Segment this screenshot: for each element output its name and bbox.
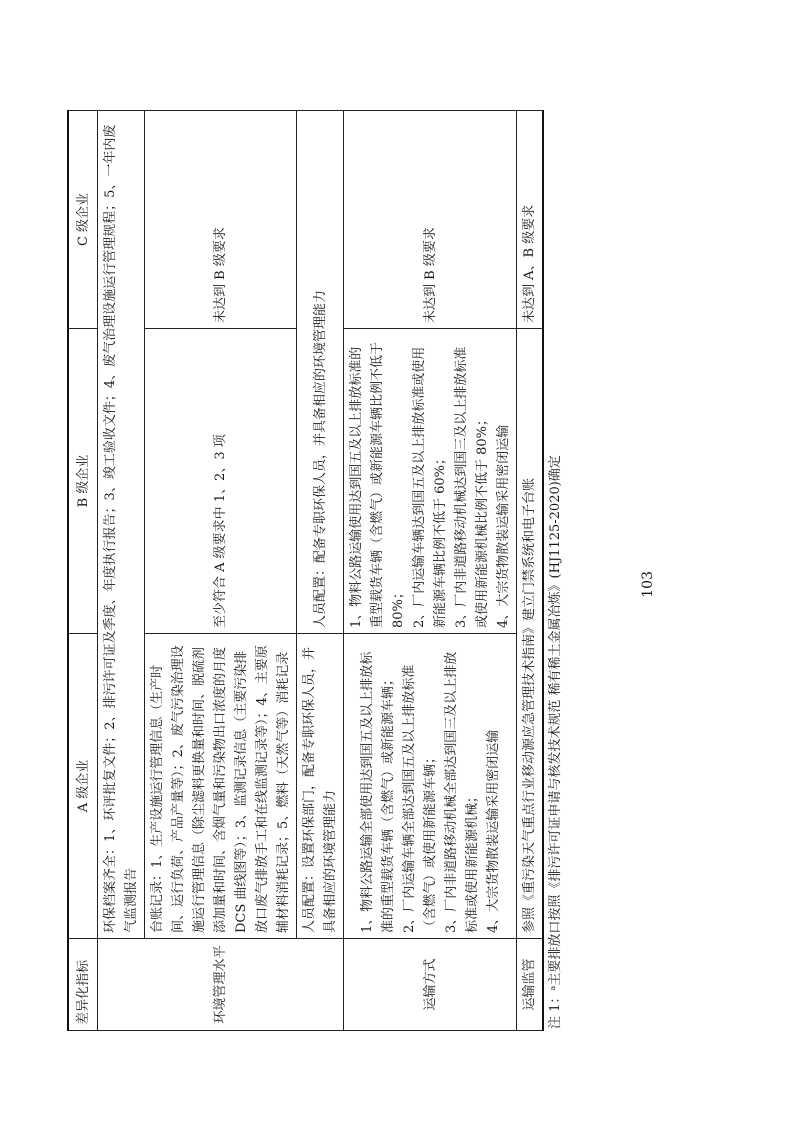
env-staff-level-a: 人员配置：设置环保部门，配备专职环保人员，并具备相应的环境管理能力	[297, 634, 344, 939]
header-indicator: 差异化指标	[68, 939, 98, 1031]
transport-level-a: 1、物料公路运输全部使用达到国五及以上排放标准的重型载货车辆（含燃气）或新能源车辆； 2、厂内运输车辆全部达到国五及以上排放标准（含燃气）或使用新能源车辆； 3、厂内非道路移动机械全部达到国三及以上排放标准或使用新能源机械； 4、大宗货物散装运输采用密闭运输	[344, 634, 517, 939]
indicator-transport-mode: 运输方式	[344, 939, 517, 1031]
indicator-transport-supervision: 运输监管	[517, 939, 544, 1031]
table-row	[145, 111, 297, 1031]
rotated-page-content	[67, 111, 563, 1031]
header-level-b: B 级企业	[68, 329, 98, 634]
table-row	[344, 111, 517, 1031]
indicator-env-management: 环境管理水平	[98, 939, 344, 1031]
env-archive-requirement: 环保档案齐全：1、环评批复文件；2、排污许可证及季度、年度执行报告；3、竣工验收文件；4、废气治理设施运行管理规程；5、一年内废气监测报告	[98, 111, 145, 939]
table-row	[517, 111, 544, 1031]
transport-supervision-level-c: 未达到 A、B 级要求	[517, 111, 544, 329]
env-ledger-level-c: 未达到 B 级要求	[145, 111, 297, 329]
transport-level-b: 1、物料公路运输使用达到国五及以上排放标准的重型载货车辆（含燃气）或新能源车辆比例不低于 80%； 2、厂内运输车辆达到国五及以上排放标准或使用新能源车辆比例不低于 60%； 3、厂内非道路移动机械达到国三及以上排放标准或使用新能源机械比例不低于 80%； 4、大宗货物散装运输采用密闭运输	[344, 329, 517, 634]
page-number: 103	[640, 571, 656, 598]
differentiation-indicator-table	[67, 110, 544, 1031]
header-level-c: C 级企业	[68, 111, 98, 329]
env-staff-level-bc: 人员配置：配备专职环保人员，并具备相应的环境管理能力	[297, 111, 344, 634]
table-row	[297, 111, 344, 1031]
transport-supervision-level-ab: 参照《重污染天气重点行业移动源应急管理技术指南》建立门禁系统和电子台账	[517, 329, 544, 939]
table-footnote: 注 1：ᵃ主要排放口按照《排污许可证申请与核发技术规范 稀有稀土金属冶炼》(HJ1125-2020)确定	[548, 455, 563, 1029]
env-ledger-level-a: 台账记录：1、生产设施运行管理信息（生产时间、运行负荷、产品产量等）；2、废气污染治理设施运行管理信息（除尘滤料更换量和时间、脱硫剂添加量和时间、含烟气量和污染物出口浓度的月度 DCS 曲线图等）；3、监测记录信息（主要污染排放口废气排放手工和在线监测记录等）；4、主要原辅材料消耗记录；5、燃料（天然气等）消耗记录	[145, 634, 297, 939]
env-ledger-level-b: 至少符合 A 级要求中 1、2、3 项	[145, 329, 297, 634]
transport-level-c: 未达到 B 级要求	[344, 111, 517, 329]
table-header-row	[68, 111, 98, 1031]
header-level-a: A 级企业	[68, 634, 98, 939]
table-row	[98, 111, 145, 1031]
